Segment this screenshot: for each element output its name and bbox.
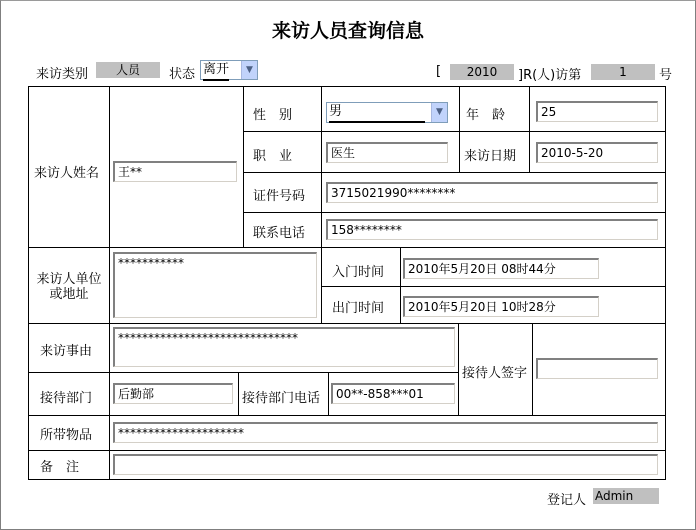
entry-time-label: 入门时间 [332,265,385,280]
entry-time-field[interactable]: 2010年5月20日 08时44分 [403,258,599,279]
year-field[interactable]: 2010 [450,64,514,80]
gender-select-value: 男 [329,103,425,123]
id-number-field[interactable]: 3715021990******** [326,182,658,203]
gender-label: 性 别 [253,108,293,123]
chevron-down-icon[interactable]: ▼ [431,103,447,122]
reason-label: 来访事由 [40,344,93,359]
receiver-sign-field[interactable] [536,358,658,379]
unit-label-line1: 来访人单位 [36,272,102,287]
dept-field[interactable]: 后勤部 [113,383,233,404]
status-label: 状态 [169,67,196,82]
visit-date-label: 来访日期 [464,149,517,164]
visit-number-field[interactable]: 1 [591,64,655,80]
phone-field[interactable]: 158******** [326,219,658,240]
phone-label: 联系电话 [253,226,306,241]
id-number-label: 证件号码 [253,189,306,204]
name-label: 来访人姓名 [34,166,100,181]
age-field[interactable]: 25 [536,101,658,122]
items-label: 所带物品 [40,428,93,443]
bracket-open: [ [436,64,442,79]
visit-date-field[interactable]: 2010-5-20 [536,142,658,163]
visit-type-label: 来访类别 [36,67,89,82]
gender-select[interactable] [326,102,448,123]
items-field[interactable]: ********************* [113,422,658,443]
exit-time-field[interactable]: 2010年5月20日 10时28分 [403,296,599,317]
receiver-sign-label: 接待人签字 [462,366,528,381]
unit-label-line2: 或地址 [49,287,89,302]
reason-field[interactable]: ****************************** [113,327,455,367]
visit-number-suffix: 号 [659,68,673,83]
job-field[interactable]: 医生 [326,142,448,163]
dept-label: 接待部门 [40,391,93,406]
remark-field[interactable] [113,454,658,475]
visit-number-text: ]R(人)访第 [518,68,582,83]
status-select[interactable] [200,60,258,80]
status-select-value: 离开 [203,61,229,81]
age-label: 年 龄 [466,108,506,123]
visit-type-field[interactable]: 人员 [96,62,160,78]
chevron-down-icon[interactable]: ▼ [241,61,257,79]
registrar-field[interactable]: Admin [593,488,659,504]
job-label: 职 业 [253,149,293,164]
unit-address-field[interactable]: *********** [113,252,317,318]
remark-label: 备 注 [40,460,80,475]
dept-phone-label: 接待部门电话 [242,391,321,406]
unit-address-label [34,272,104,302]
name-field[interactable]: 王** [113,161,237,182]
exit-time-label: 出门时间 [332,301,385,316]
registrar-label: 登记人 [547,493,587,508]
page-title: 来访人员查询信息 [271,20,424,42]
dept-phone-field[interactable]: 00**-858***01 [331,383,455,404]
